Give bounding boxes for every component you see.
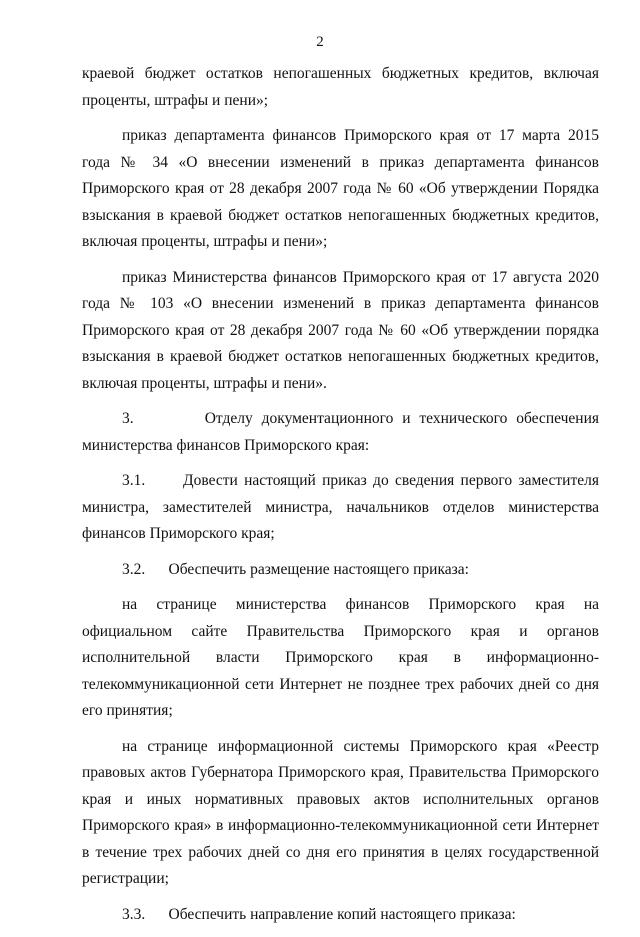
paragraph-item-3-1 xyxy=(82,468,599,548)
item-text: Обеспечить размещение настоящего приказа: xyxy=(168,560,469,578)
item-text: Довести настоящий приказ до сведения первого заместителя министра, заместителей министра, начальников отделов министерства финансов Приморского края; xyxy=(82,472,599,542)
paragraph-order-2015: приказ департамента финансов Приморского края от 17 марта 2015 года № 34 «О внесении изменений в приказ департамента финансов Приморского края от 28 декабря 2007 года № 60 «Об утверждении Порядка взыскания в краевой бюджет остатков непогашенных бюджетных кредитов, включая проценты, штрафы и пени»; xyxy=(82,127,599,250)
paragraph-item-3 xyxy=(82,406,599,459)
item-number: 3.1. xyxy=(122,472,146,489)
item-number: 3. xyxy=(122,410,134,427)
paragraph-continuation: краевой бюджет остатков непогашенных бюджетных кредитов, включая проценты, штрафы и пени»; xyxy=(82,65,599,109)
item-number: 3.3. xyxy=(122,905,146,923)
paragraph-ministry-site: на странице министерства финансов Приморского края на официальном сайте Правительства Приморского края и органов исполнительной власти Приморского края в информационно-телекоммуникационной сети Интернет не позднее трех рабочих дней со дня его принятия; xyxy=(82,596,599,719)
paragraph-item-3-2 xyxy=(82,557,599,584)
paragraph-item-3-3 xyxy=(82,902,599,929)
paragraph-registry-system: на странице информационной системы Приморского края «Реестр правовых актов Губернатора Приморского края, Правительства Приморского края и иных нормативных правовых актов исполнительных органов Приморского края» в информационно-телекоммуникационной сети Интернет в течение трех рабочих дней со дня его принятия в целях государственной регистрации; xyxy=(82,737,599,887)
item-text: Обеспечить направление копий настоящего приказа: xyxy=(168,905,516,923)
item-text: Отделу документационного и технического обеспечения министерства финансов Приморского края: xyxy=(82,410,599,454)
paragraph-order-2020: приказ Министерства финансов Приморского края от 17 августа 2020 года № 103 «О внесении изменений в приказ департамента финансов Приморского края от 28 декабря 2007 года № 60 «Об утверждении порядка взыскания в краевой бюджет остатков непогашенных бюджетных кредитов, включая проценты, штрафы и пени». xyxy=(82,268,599,392)
page-number: 2 xyxy=(316,34,324,50)
document-body xyxy=(82,61,599,937)
item-number: 3.2. xyxy=(122,560,146,578)
